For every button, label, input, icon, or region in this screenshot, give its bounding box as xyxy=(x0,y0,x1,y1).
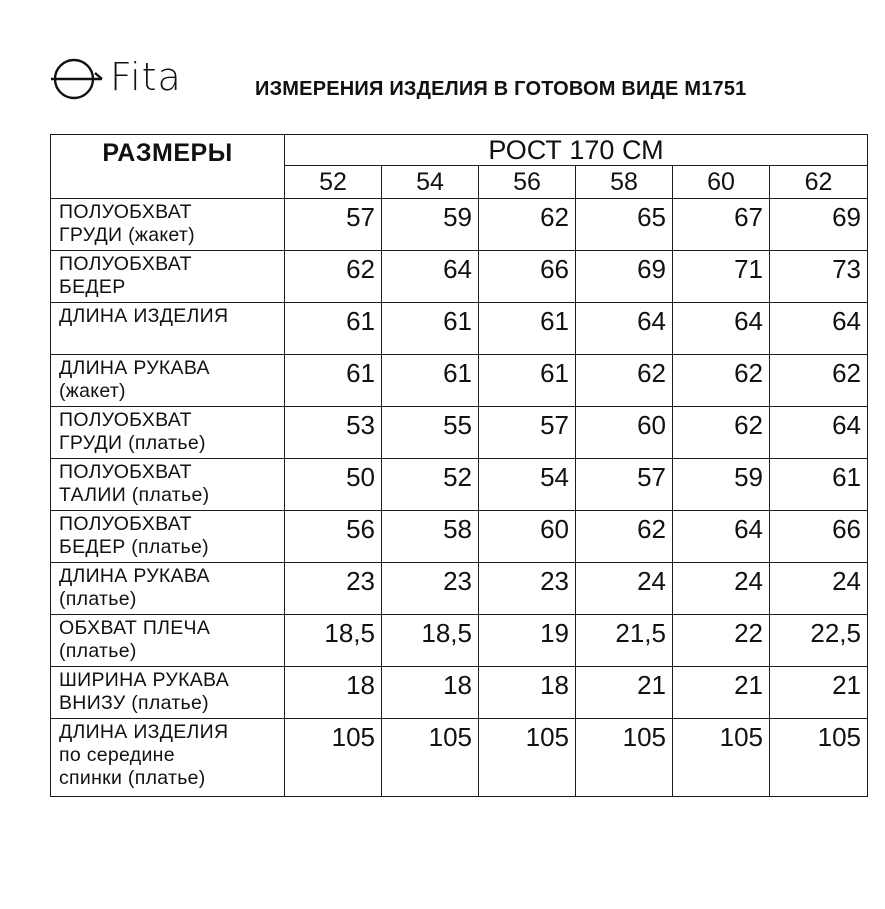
measurement-value: 58 xyxy=(382,511,479,563)
measurement-value: 64 xyxy=(770,303,868,355)
measurement-label-line: ОБХВАТ ПЛЕЧА xyxy=(59,617,211,639)
measurement-value: 62 xyxy=(479,199,576,251)
measurement-value: 18,5 xyxy=(285,615,382,667)
size-header-cell: 56 xyxy=(479,166,576,199)
measurement-value: 62 xyxy=(673,355,770,407)
measurement-value: 69 xyxy=(770,199,868,251)
measurement-value: 57 xyxy=(285,199,382,251)
size-header-cell: 60 xyxy=(673,166,770,199)
size-chart-table xyxy=(50,134,868,797)
measurement-value: 73 xyxy=(770,251,868,303)
measurement-label xyxy=(51,303,285,355)
measurement-value: 71 xyxy=(673,251,770,303)
measurement-value: 61 xyxy=(382,355,479,407)
measurement-value: 61 xyxy=(479,303,576,355)
measurement-label-line: ГРУДИ (платье) xyxy=(59,432,206,454)
measurement-value: 62 xyxy=(576,355,673,407)
measurement-value: 21,5 xyxy=(576,615,673,667)
brand-name: Fita xyxy=(110,55,182,99)
measurement-value: 56 xyxy=(285,511,382,563)
measurement-value: 66 xyxy=(770,511,868,563)
measurement-label xyxy=(51,407,285,459)
measurement-value: 55 xyxy=(382,407,479,459)
measurement-label-line: ПОЛУОБХВАТ xyxy=(59,513,192,535)
size-header-cell: 52 xyxy=(285,166,382,199)
measurement-value: 64 xyxy=(770,407,868,459)
size-header-cell: 54 xyxy=(382,166,479,199)
document-title: ИЗМЕРЕНИЯ ИЗДЕЛИЯ В ГОТОВОМ ВИДЕ М1751 xyxy=(255,78,747,100)
measurement-value: 105 xyxy=(285,719,382,797)
measurement-value: 50 xyxy=(285,459,382,511)
table-row xyxy=(51,563,868,615)
measurement-value: 24 xyxy=(673,563,770,615)
measurement-value: 21 xyxy=(673,667,770,719)
measurement-value: 64 xyxy=(576,303,673,355)
brand-logo xyxy=(50,52,182,102)
measurement-label-line: ГРУДИ (жакет) xyxy=(59,224,195,246)
measurement-value: 62 xyxy=(673,407,770,459)
measurement-label-line: ПОЛУОБХВАТ xyxy=(59,461,192,483)
measurement-label xyxy=(51,251,285,303)
measurement-label-line: ПОЛУОБХВАТ xyxy=(59,201,192,223)
measurement-label-line: ТАЛИИ (платье) xyxy=(59,484,210,506)
table-row xyxy=(51,719,868,797)
measurement-value: 18 xyxy=(382,667,479,719)
table-row xyxy=(51,407,868,459)
measurement-value: 69 xyxy=(576,251,673,303)
measurement-label-line: ПОЛУОБХВАТ xyxy=(59,253,192,275)
measurement-value: 65 xyxy=(576,199,673,251)
measurement-value: 61 xyxy=(285,355,382,407)
table-row xyxy=(51,199,868,251)
measurement-value: 18 xyxy=(285,667,382,719)
sizes-header: РАЗМЕРЫ xyxy=(51,135,285,199)
measurement-value: 105 xyxy=(382,719,479,797)
fita-logo-mark-icon xyxy=(50,52,104,102)
measurement-value: 61 xyxy=(285,303,382,355)
measurement-value: 105 xyxy=(479,719,576,797)
measurement-label-line: ШИРИНА РУКАВА xyxy=(59,669,230,691)
measurement-value: 22,5 xyxy=(770,615,868,667)
measurement-value: 60 xyxy=(479,511,576,563)
measurement-value: 21 xyxy=(576,667,673,719)
measurement-label-line: ДЛИНА РУКАВА xyxy=(59,565,210,587)
measurement-label-line: БЕДЕР (платье) xyxy=(59,536,209,558)
measurement-label-line: ДЛИНА РУКАВА xyxy=(59,357,210,379)
measurement-value: 57 xyxy=(479,407,576,459)
measurement-value: 105 xyxy=(673,719,770,797)
measurement-value: 24 xyxy=(770,563,868,615)
measurement-value: 105 xyxy=(576,719,673,797)
table-row xyxy=(51,303,868,355)
measurement-label-line: (платье) xyxy=(59,588,137,610)
measurement-value: 64 xyxy=(382,251,479,303)
measurement-value: 52 xyxy=(382,459,479,511)
measurement-label-line: БЕДЕР xyxy=(59,276,126,298)
measurement-value: 18 xyxy=(479,667,576,719)
header-row-height xyxy=(51,135,868,166)
measurement-value: 59 xyxy=(382,199,479,251)
measurement-value: 22 xyxy=(673,615,770,667)
measurement-value: 61 xyxy=(479,355,576,407)
measurement-value: 19 xyxy=(479,615,576,667)
size-header-cell: 58 xyxy=(576,166,673,199)
measurement-label-line: (жакет) xyxy=(59,380,126,402)
measurement-value: 18,5 xyxy=(382,615,479,667)
measurement-value: 54 xyxy=(479,459,576,511)
measurement-value: 61 xyxy=(770,459,868,511)
measurement-value: 24 xyxy=(576,563,673,615)
measurement-label xyxy=(51,719,285,797)
measurement-value: 66 xyxy=(479,251,576,303)
size-header-cell: 62 xyxy=(770,166,868,199)
measurement-value: 105 xyxy=(770,719,868,797)
table-row xyxy=(51,615,868,667)
measurement-value: 62 xyxy=(770,355,868,407)
table-row xyxy=(51,511,868,563)
measurement-value: 23 xyxy=(479,563,576,615)
measurement-label-line: спинки (платье) xyxy=(59,767,206,789)
table-row xyxy=(51,459,868,511)
measurement-label-line: ВНИЗУ (платье) xyxy=(59,692,209,714)
measurement-value: 60 xyxy=(576,407,673,459)
measurement-label-line: ДЛИНА ИЗДЕЛИЯ xyxy=(59,721,229,743)
measurement-label-line: ДЛИНА ИЗДЕЛИЯ xyxy=(59,305,229,327)
height-header: РОСТ 170 СМ xyxy=(285,135,868,166)
measurement-label xyxy=(51,615,285,667)
table-row xyxy=(51,251,868,303)
measurement-label xyxy=(51,511,285,563)
measurement-value: 59 xyxy=(673,459,770,511)
measurement-label-line: по середине xyxy=(59,744,175,766)
measurement-value: 62 xyxy=(285,251,382,303)
measurement-label xyxy=(51,355,285,407)
measurement-value: 21 xyxy=(770,667,868,719)
measurement-value: 23 xyxy=(382,563,479,615)
measurement-label xyxy=(51,199,285,251)
table-row xyxy=(51,355,868,407)
measurement-value: 57 xyxy=(576,459,673,511)
measurement-label-line: (платье) xyxy=(59,640,137,662)
measurement-value: 67 xyxy=(673,199,770,251)
measurement-label xyxy=(51,563,285,615)
table-row xyxy=(51,667,868,719)
measurement-value: 53 xyxy=(285,407,382,459)
measurement-value: 23 xyxy=(285,563,382,615)
measurement-label xyxy=(51,459,285,511)
measurement-value: 64 xyxy=(673,303,770,355)
measurement-value: 62 xyxy=(576,511,673,563)
measurement-value: 61 xyxy=(382,303,479,355)
measurement-label-line: ПОЛУОБХВАТ xyxy=(59,409,192,431)
measurement-value: 64 xyxy=(673,511,770,563)
measurement-label xyxy=(51,667,285,719)
